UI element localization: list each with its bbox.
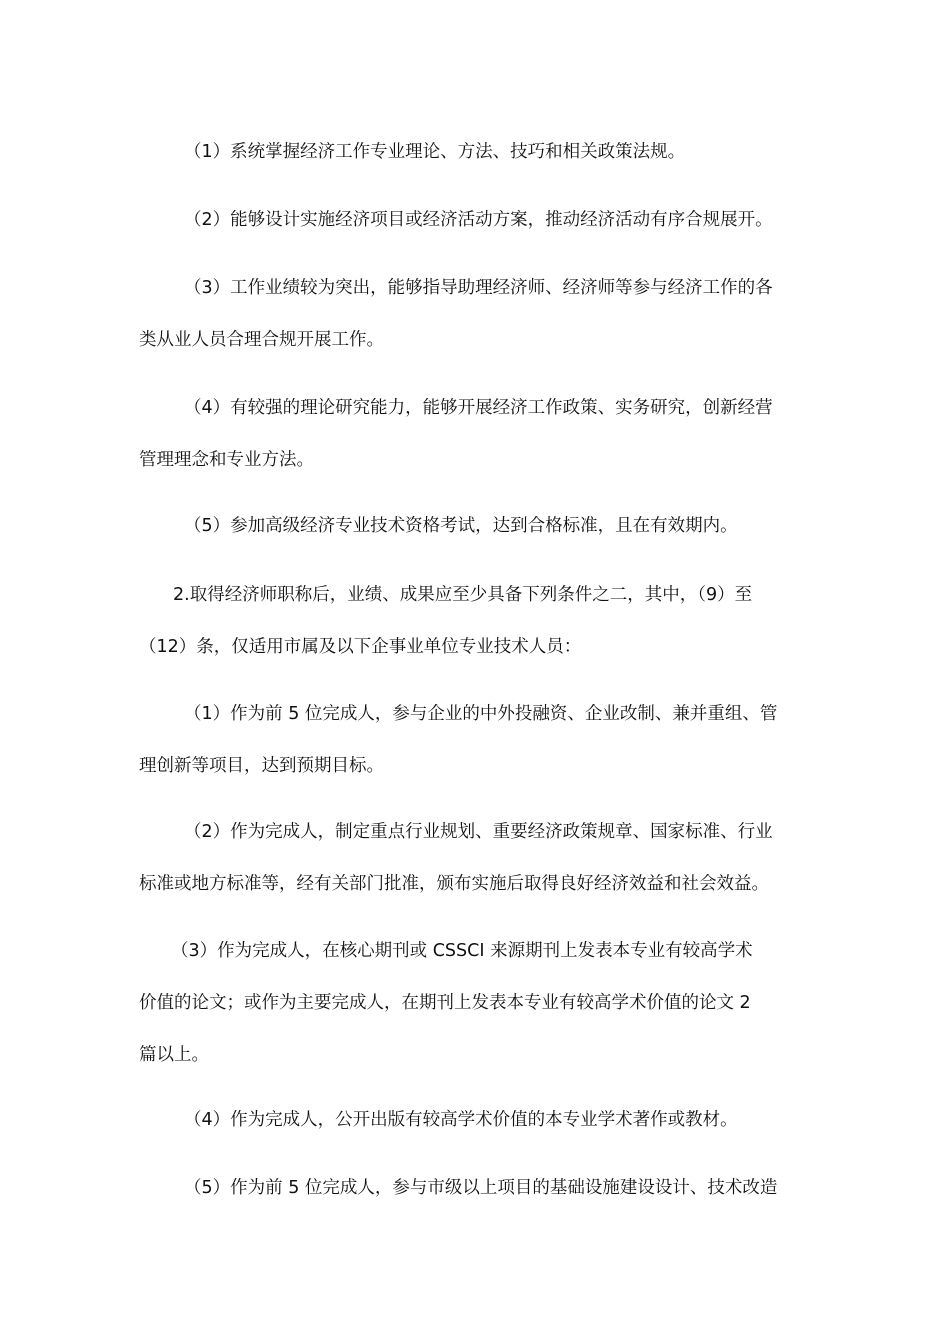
- text-line: （1）系统掌握经济工作专业理论、方法、技巧和相关政策法规。: [184, 142, 686, 162]
- text-line: （5）作为前 5 位完成人，参与市级以上项目的基础设施建设设计、技术改造: [184, 1178, 778, 1198]
- text-line: （4）有较强的理论研究能力，能够开展经济工作政策、实务研究，创新经营: [184, 398, 773, 418]
- text-line: （2）作为完成人，制定重点行业规划、重要经济政策规章、国家标准、行业: [184, 822, 773, 842]
- paragraph-3: [139, 262, 829, 366]
- text-line: （4）作为完成人，公开出版有较高学术价值的本专业学术著作或教材。: [184, 1110, 738, 1130]
- paragraph-5: [139, 500, 829, 552]
- text-line: （3）作为完成人，在核心期刊或 CSSCI 来源期刊上发表本专业有较高学术: [171, 941, 753, 961]
- text-line: 类从业人员合理合规开展工作。: [139, 330, 384, 350]
- text-line: 理创新等项目，达到预期目标。: [139, 756, 384, 776]
- text-line: （2）能够设计实施经济项目或经济活动方案，推动经济活动有序合规展开。: [184, 210, 773, 230]
- paragraph-11: [139, 1162, 829, 1214]
- text-line: （12）条，仅适用市属及以下企事业单位专业技术人员：: [139, 637, 582, 657]
- paragraph-6: [139, 569, 829, 673]
- text-line: （1）作为前 5 位完成人，参与企业的中外投融资、企业改制、兼并重组、管: [184, 704, 778, 724]
- paragraph-10: [139, 1094, 829, 1146]
- text-line: 价值的论文；或作为主要完成人，在期刊上发表本专业有较高学术价值的论文 2: [139, 993, 751, 1013]
- paragraph-7: [139, 688, 829, 792]
- text-line: 2.取得经济师职称后，业绩、成果应至少具备下列条件之二，其中，（9）至: [173, 585, 753, 605]
- text-line: 篇以上。: [139, 1045, 209, 1065]
- text-line: （5）参加高级经济专业技术资格考试，达到合格标准，且在有效期内。: [184, 516, 738, 536]
- paragraph-1: [139, 126, 829, 178]
- paragraph-2: [139, 194, 829, 246]
- text-line: 管理理念和专业方法。: [139, 450, 314, 470]
- text-line: （3）工作业绩较为突出，能够指导助理经济师、经济师等参与经济工作的各: [184, 278, 773, 298]
- text-line: 标准或地方标准等，经有关部门批准，颁布实施后取得良好经济效益和社会效益。: [139, 874, 769, 894]
- paragraph-4: [139, 382, 829, 486]
- paragraph-8: [139, 806, 829, 910]
- paragraph-9: [139, 925, 829, 1081]
